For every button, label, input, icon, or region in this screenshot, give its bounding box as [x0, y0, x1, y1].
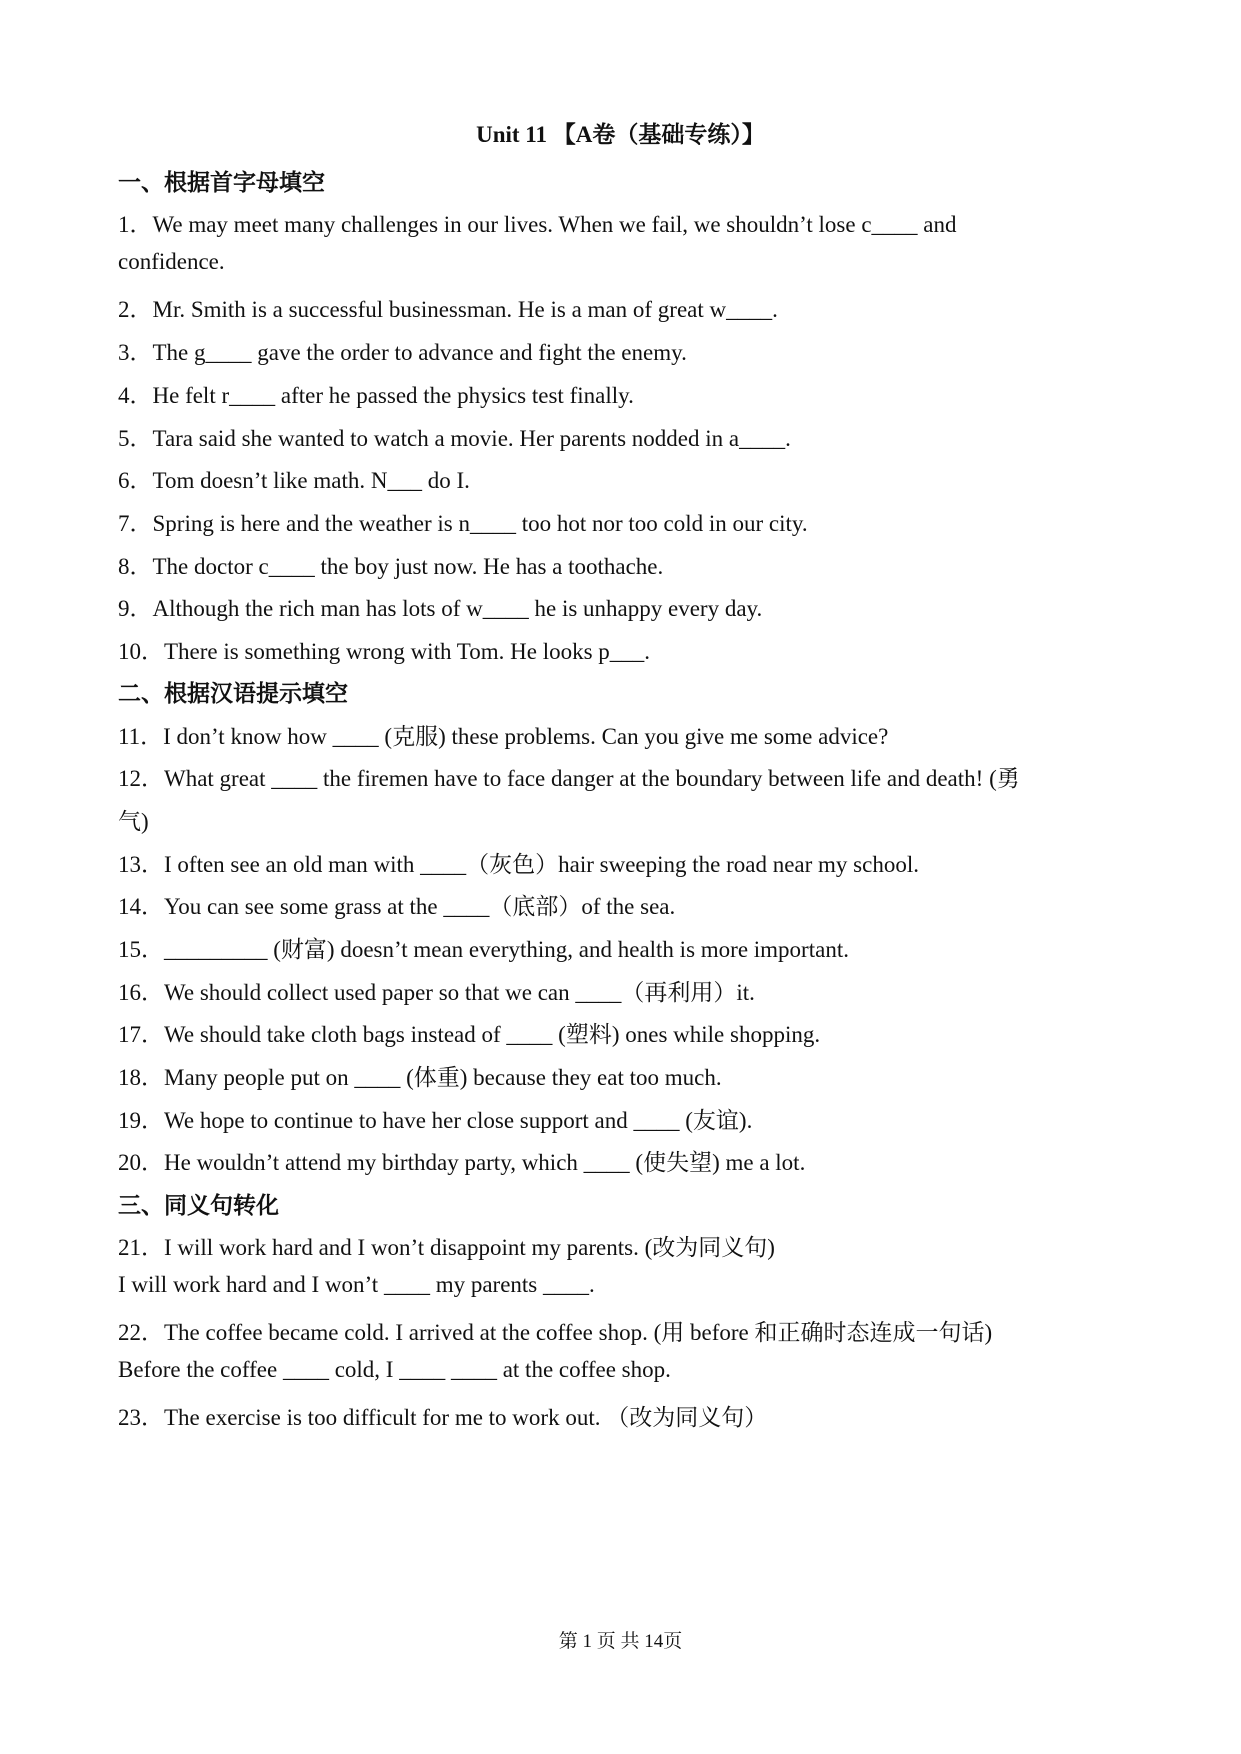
question-line: 18．Many people put on ____ (体重) because they eat too much.	[118, 1065, 722, 1090]
question-line: 6．Tom doesn’t like math. N___ do I.	[118, 468, 470, 493]
question-line: 8．The doctor c____ the boy just now. He has a toothache.	[118, 554, 664, 579]
section-heading-2: 二、根据汉语提示填空	[118, 681, 348, 706]
question-line: 5．Tara said she wanted to watch a movie. Her parents nodded in a____.	[118, 426, 791, 451]
page-footer: 第 1 页 共 14页	[558, 1631, 683, 1652]
question-line: 13．I often see an old man with ____（灰色）hair sweeping the road near my school.	[118, 852, 919, 877]
question-line: 3．The g____ gave the order to advance and fight the enemy.	[118, 340, 687, 365]
question-line: 1．We may meet many challenges in our lives. When we fail, we shouldn’t lose c____ and	[118, 212, 957, 237]
question-line: 气)	[118, 809, 149, 834]
page-title: Unit 11 【A卷（基础专练）】	[476, 122, 765, 147]
question-line: 11．I don’t know how ____ (克服) these problems. Can you give me some advice?	[118, 724, 889, 749]
question-line: 22．The coffee became cold. I arrived at the coffee shop. (用 before 和正确时态连成一句话)	[118, 1320, 993, 1345]
question-line: 17．We should take cloth bags instead of ____ (塑料) ones while shopping.	[118, 1022, 821, 1047]
question-line: 2．Mr. Smith is a successful businessman. He is a man of great w____.	[118, 297, 778, 322]
question-line: 21．I will work hard and I won’t disappoint my parents. (改为同义句)	[118, 1235, 775, 1260]
question-line: 23．The exercise is too difficult for me to work out. （改为同义句）	[118, 1405, 768, 1430]
question-line: 10．There is something wrong with Tom. He looks p___.	[118, 639, 651, 664]
question-line: confidence.	[118, 249, 225, 274]
question-line: 15．_________ (财富) doesn’t mean everything, and health is more important.	[118, 937, 849, 962]
question-line: 4．He felt r____ after he passed the physics test finally.	[118, 383, 634, 408]
question-line: 9．Although the rich man has lots of w____ he is unhappy every day.	[118, 596, 763, 621]
answer-line: Before the coffee ____ cold, I ____ ____ at the coffee shop.	[118, 1357, 671, 1382]
question-line: 14．You can see some grass at the ____（底部）of the sea.	[118, 894, 676, 919]
question-line: 7．Spring is here and the weather is n____ too hot nor too cold in our city.	[118, 511, 808, 536]
section-heading-1: 一、根据首字母填空	[118, 170, 325, 195]
question-line: 19．We hope to continue to have her close support and ____ (友谊).	[118, 1108, 753, 1133]
question-line: 20．He wouldn’t attend my birthday party, which ____ (使失望) me a lot.	[118, 1150, 806, 1175]
section-heading-3: 三、同义句转化	[118, 1193, 279, 1218]
answer-line: I will work hard and I won’t ____ my parents ____.	[118, 1272, 595, 1297]
question-line: 16．We should collect used paper so that we can ____（再利用）it.	[118, 980, 755, 1005]
question-line: 12．What great ____ the firemen have to face danger at the boundary between life and death! (勇	[118, 766, 1020, 791]
